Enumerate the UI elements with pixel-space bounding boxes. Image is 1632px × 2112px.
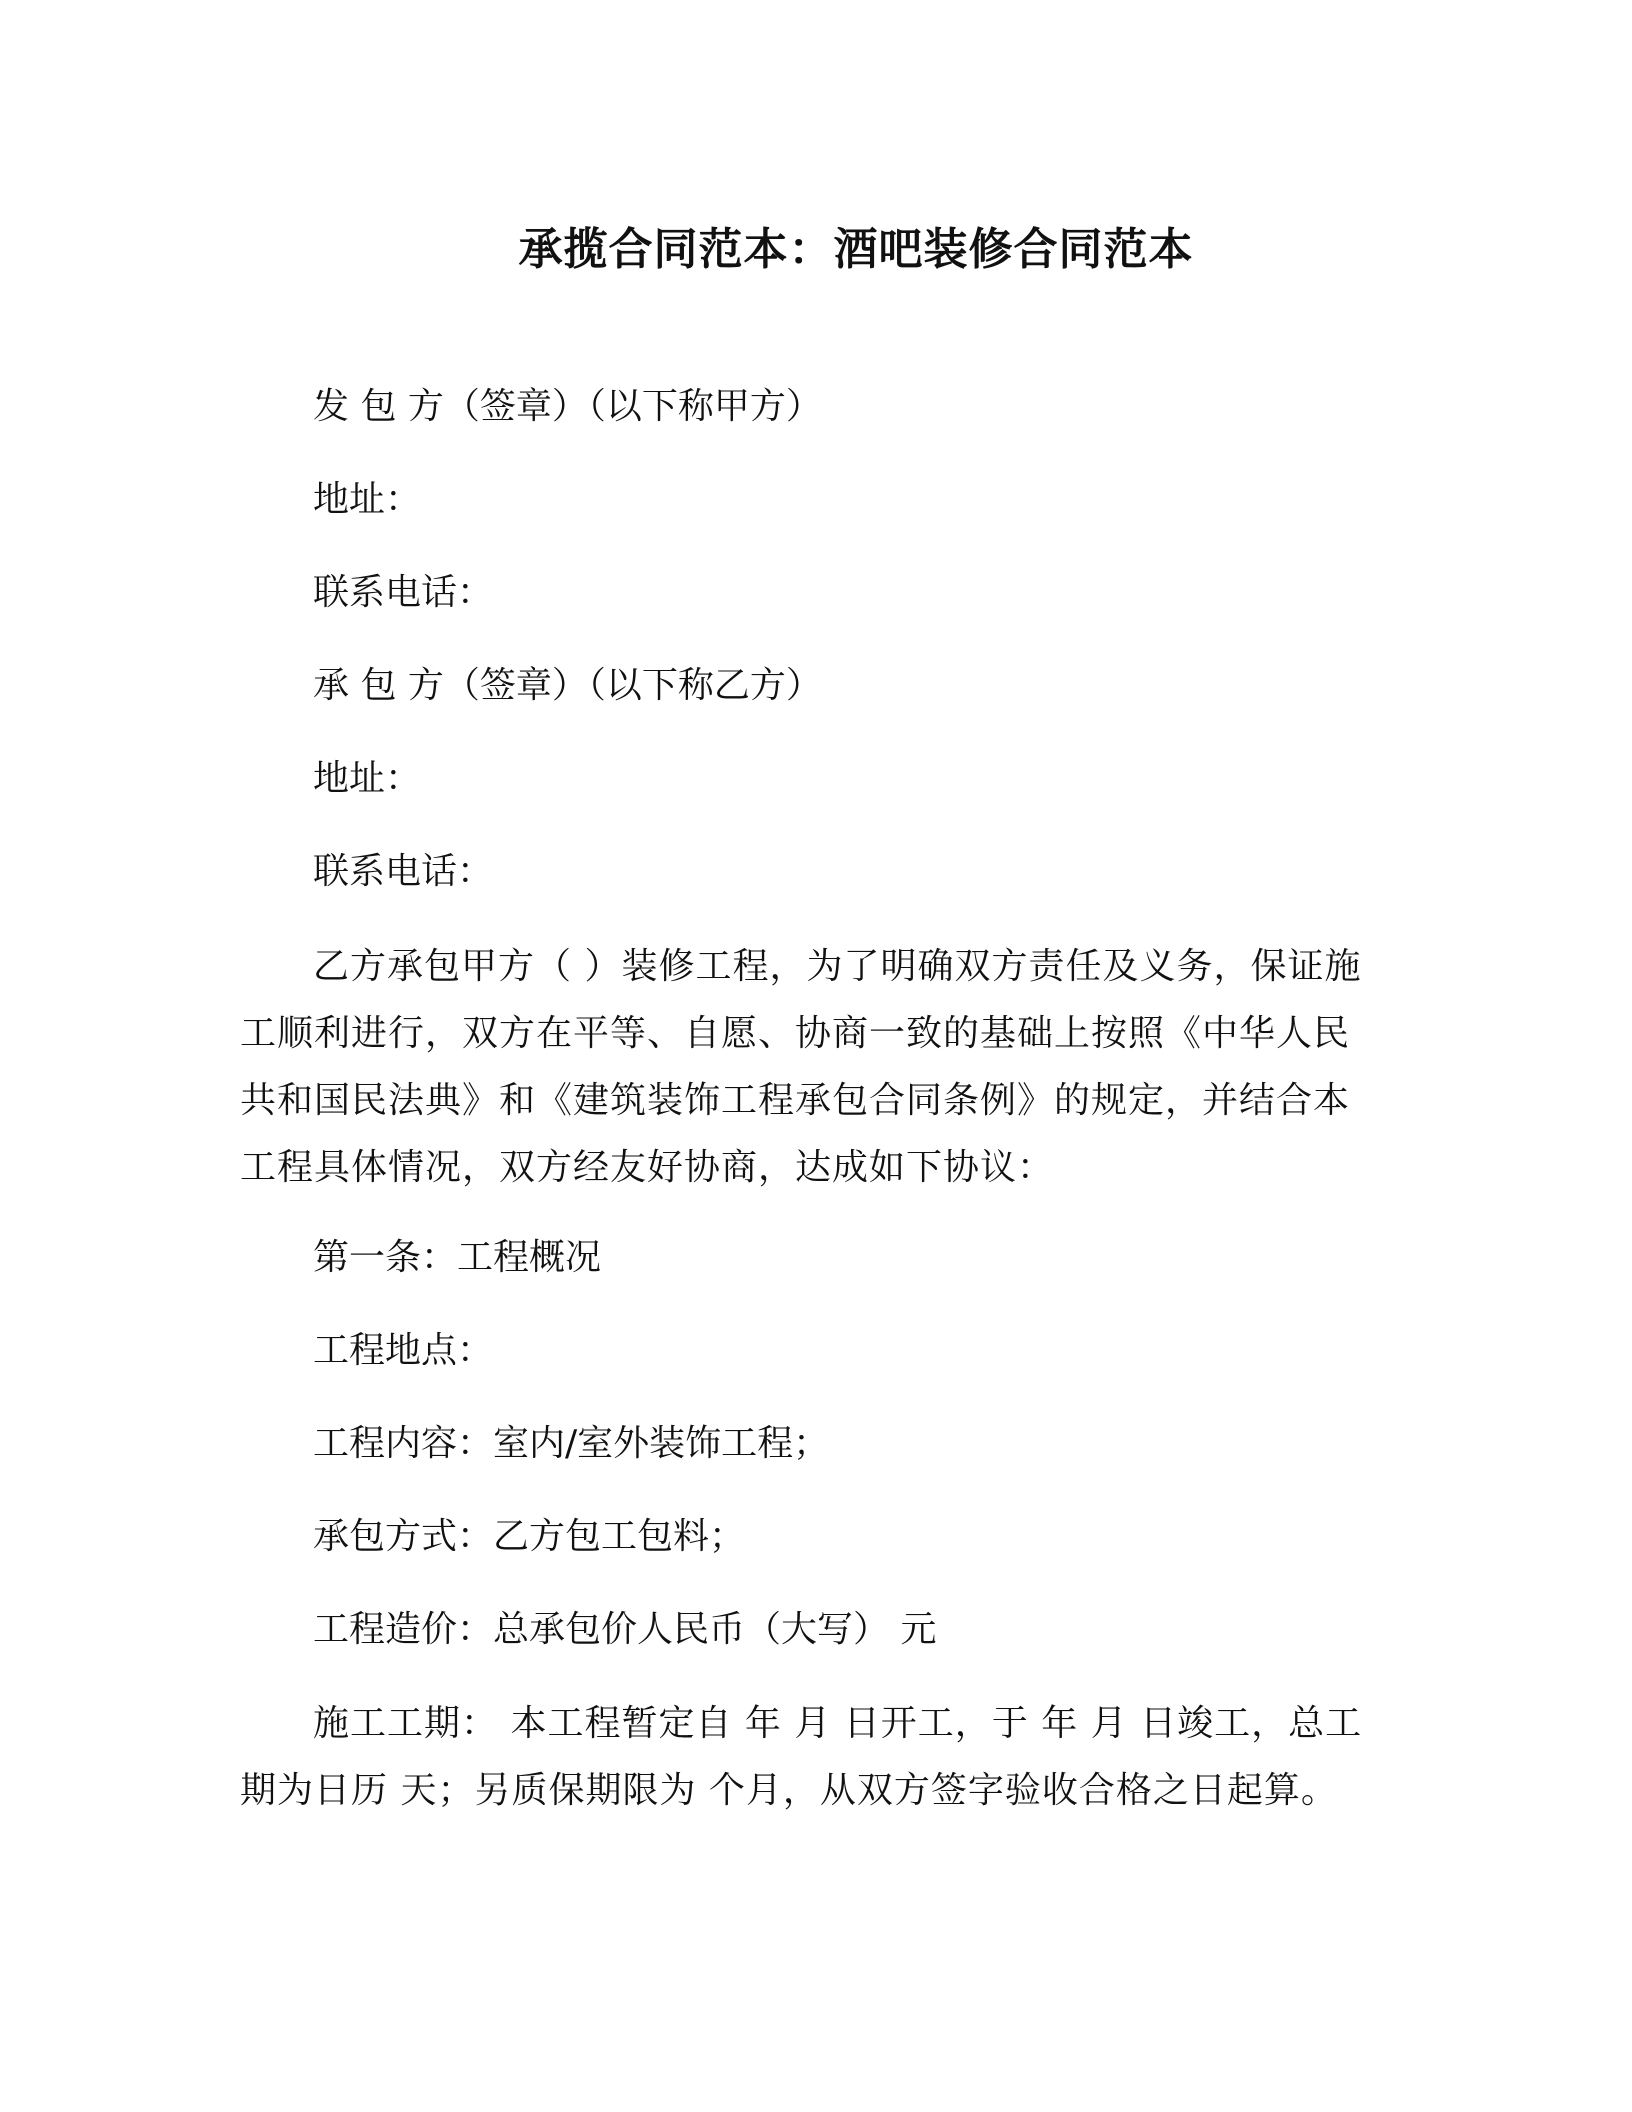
intro-paragraph: 乙方承包甲方（ ）装修工程，为了明确双方责任及义务，保证施工顺利进行，双方在平等、自愿、协商一致的基础上按照《中华人民共和国民法典》和《建筑装饰工程承包合同条例》的规定，并结合本工程具体情况，双方经友好协商，达成如下协议： bbox=[240, 946, 1362, 1188]
party-b-label: 承 包 方（签章）（以下称乙方） bbox=[313, 665, 822, 706]
page-title: 承揽合同范本：酒吧装修合同范本 bbox=[518, 224, 1194, 275]
party-b-phone-label: 联系电话： bbox=[313, 851, 494, 892]
party-a-phone-label: 联系电话： bbox=[313, 572, 494, 613]
party-b-address-label: 地址： bbox=[313, 758, 422, 799]
project-content: 工程内容：室内/室外装饰工程； bbox=[313, 1423, 830, 1464]
project-site-label: 工程地点： bbox=[313, 1330, 494, 1371]
project-schedule: 施工工期： 本工程暂定自 年 月 日开工，于 年 月 日竣工，总工期为日历 天；另质保期限为 个月，从双方签字验收合格之日起算。 bbox=[240, 1703, 1363, 1811]
article-1-heading: 第一条：工程概况 bbox=[313, 1237, 602, 1278]
party-a-address-label: 地址： bbox=[313, 479, 422, 520]
contract-mode: 承包方式：乙方包工包料； bbox=[313, 1516, 746, 1557]
project-price: 工程造价：总承包价人民币（大写） 元 bbox=[313, 1609, 937, 1650]
party-a-label: 发 包 方（签章）（以下称甲方） bbox=[313, 386, 822, 427]
